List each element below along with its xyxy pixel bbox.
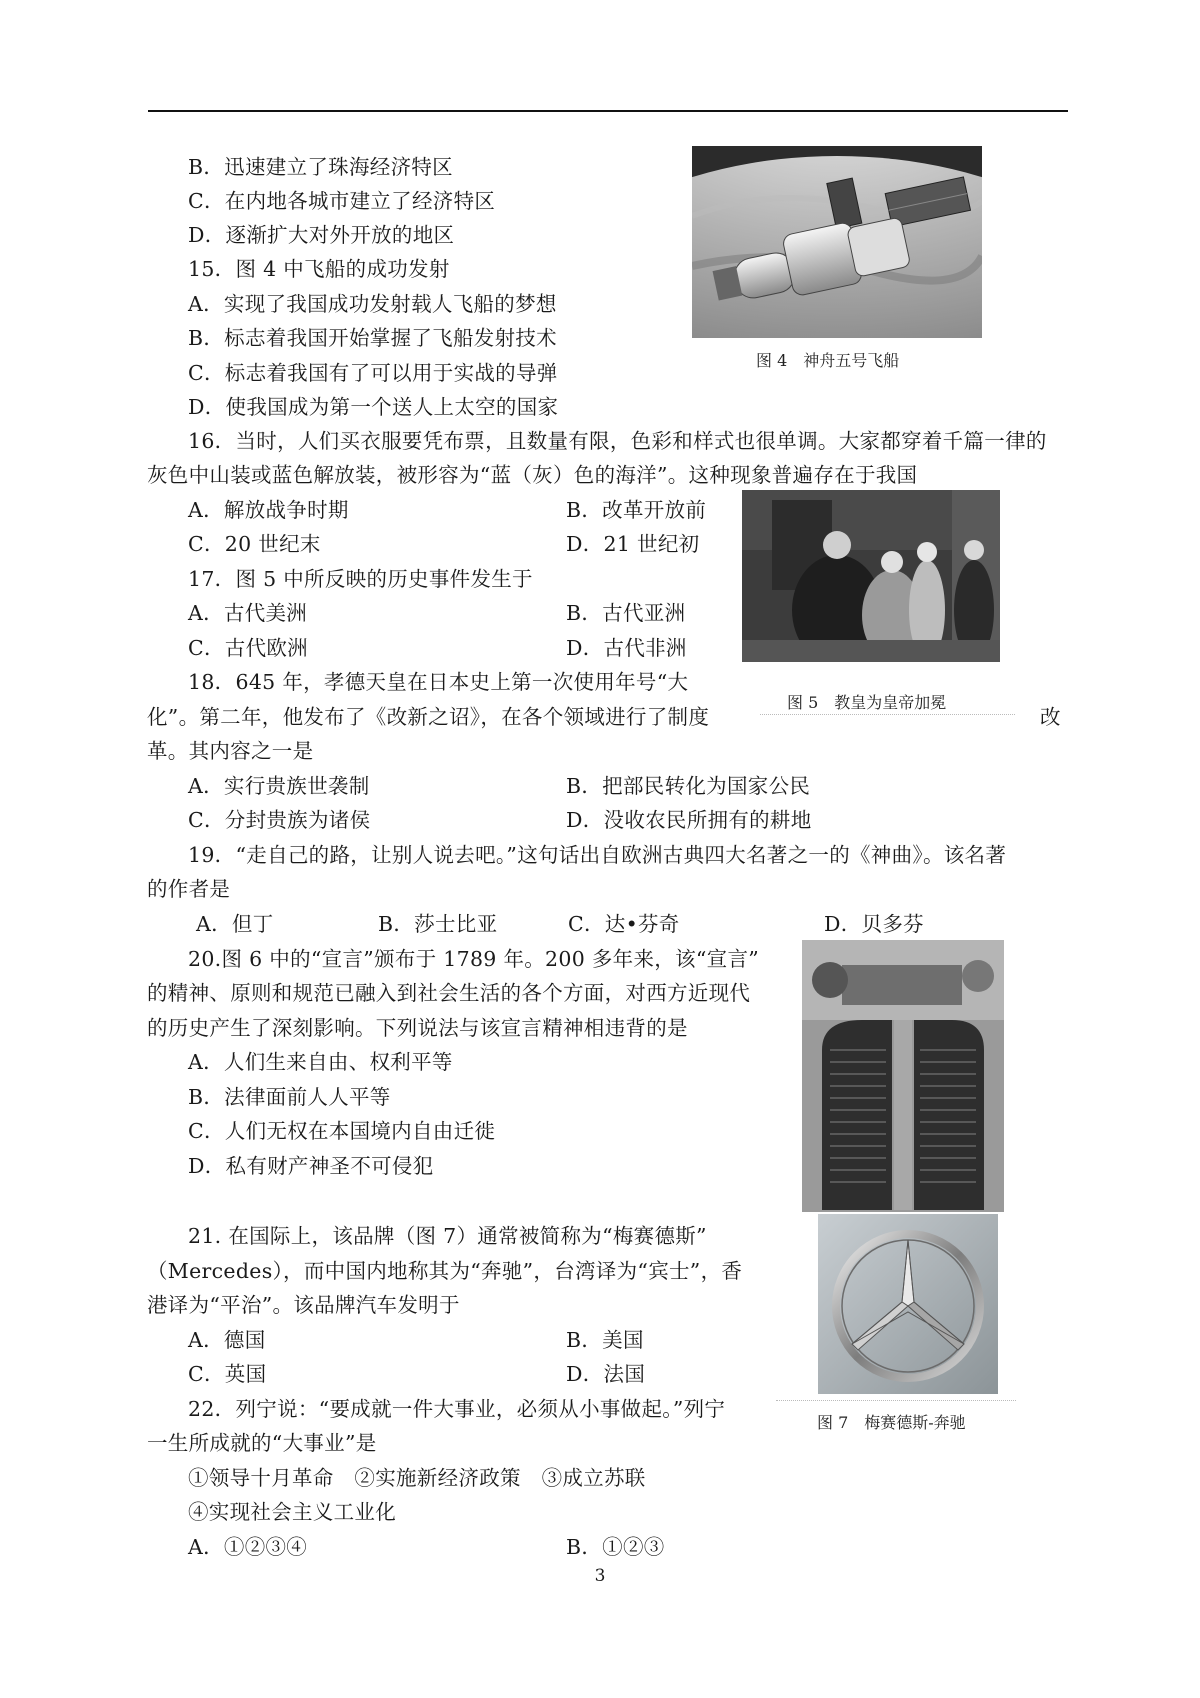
q20-option-b: B．法律面前人人平等 — [188, 1085, 391, 1109]
q16-option-b: B．改革开放前 — [566, 498, 707, 522]
q16-option-a: A．解放战争时期 — [188, 498, 349, 522]
q14-option-c: C．在内地各城市建立了经济特区 — [188, 189, 496, 213]
figure-7-dotted-rule — [776, 1400, 1016, 1401]
q20-option-c: C．人们无权在本国境内自由迁徙 — [188, 1119, 496, 1143]
q22-statements-line-1: ①领导十月革命 ②实施新经济政策 ③成立苏联 — [188, 1466, 646, 1490]
q14-option-b: B．迅速建立了珠海经济特区 — [188, 155, 453, 179]
q18-option-b: B．把部民转化为国家公民 — [566, 774, 811, 798]
q20-stem-line-1: 20.图 6 中的“宣言”颁布于 1789 年。200 多年来，该“宣言” — [188, 947, 760, 971]
page-number: 3 — [594, 1566, 606, 1586]
q20-stem-line-2: 的精神、原则和规范已融入到社会生活的各个方面，对西方近现代 — [147, 981, 751, 1005]
q21-option-a: A．德国 — [188, 1328, 266, 1352]
q18-option-a: A．实行贵族世袭制 — [188, 774, 370, 798]
q21-option-b: B．美国 — [566, 1328, 644, 1352]
q18-option-d: D．没收农民所拥有的耕地 — [566, 808, 812, 832]
q17-option-d: D．古代非洲 — [566, 636, 687, 660]
q14-option-d: D．逐渐扩大对外开放的地区 — [188, 223, 455, 247]
q19-option-d: D．贝多芬 — [824, 912, 924, 936]
q19-option-c: C．达•芬奇 — [568, 912, 680, 936]
q16-option-c: C．20 世纪末 — [188, 532, 321, 556]
figure-5-caption: 图 5 教皇为皇帝加冕 — [787, 693, 947, 712]
figure-7-caption: 图 7 梅赛德斯-奔驰 — [817, 1413, 966, 1432]
declaration-of-rights-image — [802, 940, 1004, 1212]
q21-stem-line-3: 港译为“平治”。该品牌汽车发明于 — [147, 1293, 460, 1317]
q20-stem-line-3: 的历史产生了深刻影响。下列说法与该宣言精神相违背的是 — [147, 1016, 688, 1040]
q21-stem-line-2: （Mercedes），而中国内地称其为“奔驰”，台湾译为“宾士”，香 — [147, 1259, 743, 1283]
pope-crowning-emperor-image — [742, 490, 1000, 662]
q19-option-a: A．但丁 — [196, 912, 274, 936]
q17-option-c: C．古代欧洲 — [188, 636, 308, 660]
q18-stem-line-1: 18．645 年，孝德天皇在日本史上第一次使用年号“大 — [188, 670, 689, 694]
q16-option-d: D．21 世纪初 — [566, 532, 700, 556]
q22-option-b: B．①②③ — [566, 1535, 665, 1559]
q18-stem-line-2: 化”。第二年，他发布了《改新之诏》，在各个领域进行了制度 — [147, 705, 710, 729]
q18-stem-line-3: 革。其内容之一是 — [147, 739, 314, 763]
q17-stem: 17．图 5 中所反映的历史事件发生于 — [188, 567, 533, 591]
q20-option-d: D．私有财产神圣不可侵犯 — [188, 1154, 434, 1178]
q19-stem-line-2: 的作者是 — [147, 877, 231, 901]
q15-stem: 15．图 4 中飞船的成功发射 — [188, 257, 450, 281]
q15-option-c: C．标志着我国有了可以用于实战的导弹 — [188, 361, 558, 385]
q15-option-a: A．实现了我国成功发射载人飞船的梦想 — [188, 292, 557, 316]
q22-option-a: A．①②③④ — [188, 1535, 308, 1559]
q18-stem-line-2-end: 改 — [1040, 705, 1061, 729]
q22-stem-line-1: 22．列宁说：“要成就一件大事业，必须从小事做起。”列宁 — [188, 1397, 726, 1421]
q20-option-a: A．人们生来自由、权利平等 — [188, 1050, 453, 1074]
q19-stem-line-1: 19．“走自己的路，让别人说去吧。”这句话出自欧洲古典四大名著之一的《神曲》。该名著 — [188, 843, 1007, 867]
q17-option-b: B．古代亚洲 — [566, 601, 686, 625]
figure-4-caption: 图 4 神舟五号飞船 — [756, 351, 900, 370]
q21-stem-line-1: 21. 在国际上，该品牌（图 7）通常被简称为“梅赛德斯” — [188, 1224, 707, 1248]
q15-option-b: B．标志着我国开始掌握了飞船发射技术 — [188, 326, 557, 350]
q19-option-b: B．莎士比亚 — [378, 912, 498, 936]
mercedes-benz-logo-image — [818, 1214, 998, 1394]
caption-dotted-rule — [760, 714, 1015, 715]
header-rule — [148, 110, 1068, 112]
q22-stem-line-2: 一生所成就的“大事业”是 — [147, 1431, 377, 1455]
q17-option-a: A．古代美洲 — [188, 601, 308, 625]
q16-stem-line-2: 灰色中山装或蓝色解放装，被形容为“蓝（灰）色的海洋”。这种现象普遍存在于我国 — [147, 463, 918, 487]
q21-option-d: D．法国 — [566, 1362, 646, 1386]
q18-option-c: C．分封贵族为诸侯 — [188, 808, 371, 832]
q15-option-d: D．使我国成为第一个送人上太空的国家 — [188, 395, 559, 419]
q16-stem-line-1: 16．当时，人们买衣服要凭布票，且数量有限，色彩和样式也很单调。大家都穿着千篇一律的 — [188, 429, 1047, 453]
shenzhou-5-image — [692, 146, 982, 338]
q21-option-c: C．英国 — [188, 1362, 267, 1386]
q22-statements-line-2: ④实现社会主义工业化 — [188, 1500, 396, 1524]
